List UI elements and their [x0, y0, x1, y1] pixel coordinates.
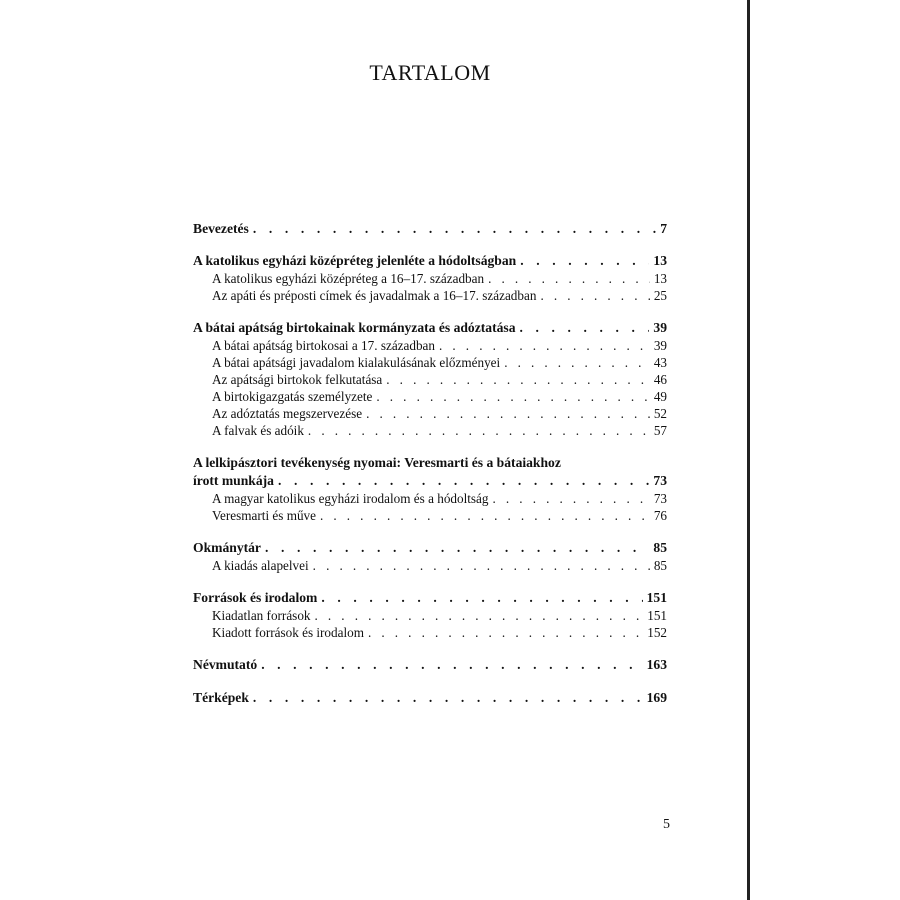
dot-leader — [253, 689, 643, 707]
scan-margin — [750, 0, 900, 900]
toc-heading-label: Névmutató — [193, 657, 258, 672]
page-title: TARTALOM — [369, 60, 491, 85]
dot-leader — [520, 252, 649, 270]
dot-leader — [488, 270, 650, 287]
dot-leader — [253, 220, 656, 238]
toc-section-forrasok — [193, 589, 667, 641]
toc-heading-page: 151 — [646, 590, 667, 605]
toc-section-kozepreteg — [193, 252, 667, 304]
toc-heading-page: 85 — [653, 540, 667, 555]
toc-heading[interactable] — [193, 656, 667, 674]
dot-leader — [439, 337, 650, 354]
dot-leader — [366, 405, 650, 422]
toc-heading[interactable] — [193, 472, 667, 490]
toc-item[interactable] — [193, 270, 667, 287]
dot-leader — [504, 354, 650, 371]
toc-heading[interactable] — [193, 689, 667, 707]
toc-section-lelkipasztori — [193, 454, 667, 524]
dot-leader — [278, 472, 649, 490]
toc-item[interactable] — [193, 607, 667, 624]
toc-heading-label: A bátai apátság birtokainak kormányzata és adóztatása — [193, 320, 516, 335]
toc-heading-line1[interactable]: A lelkipásztori tevékenység nyomai: Veresmarti és a bátaiakhoz — [193, 455, 561, 470]
toc-item-page: 73 — [653, 491, 667, 506]
toc-heading-page: 13 — [653, 253, 667, 268]
toc-item-label: A bátai apátsági javadalom kialakulásának előzményei — [212, 355, 501, 370]
toc-heading-label: írott munkája — [193, 473, 274, 488]
toc-item-label: Veresmarti és műve — [212, 508, 316, 523]
toc-item-label: A kiadás alapelvei — [212, 558, 309, 573]
toc-heading-page: 39 — [653, 320, 667, 335]
toc-section-batai-apatsag — [193, 319, 667, 439]
toc-item-label: A katolikus egyházi középréteg a 16–17. században — [212, 271, 485, 286]
toc-heading-label: Térképek — [193, 690, 249, 705]
toc-item-label: Kiadatlan források — [212, 608, 311, 623]
toc-item-label: A magyar katolikus egyházi irodalom és a hódoltság — [212, 491, 489, 506]
toc-item-page: 39 — [653, 338, 667, 353]
toc-heading-label: Források és irodalom — [193, 590, 318, 605]
toc-heading-label: A katolikus egyházi középréteg jelenléte a hódoltságban — [193, 253, 517, 268]
toc-heading[interactable] — [193, 539, 667, 557]
toc-item-page: 151 — [647, 608, 667, 623]
toc-item-label: Az adóztatás megszervezése — [212, 406, 363, 421]
toc-heading-page: 73 — [653, 473, 667, 488]
toc-item[interactable] — [193, 557, 667, 574]
dot-leader — [520, 319, 650, 337]
dot-leader — [386, 371, 650, 388]
page-number: 5 — [663, 817, 670, 832]
toc-item-label: Az apátsági birtokok felkutatása — [212, 372, 383, 387]
toc-item-label: Az apáti és préposti címek és javadalmak a 16–17. században — [212, 288, 537, 303]
toc-item[interactable] — [193, 624, 667, 641]
toc-item[interactable] — [193, 354, 667, 371]
dot-leader — [320, 507, 650, 524]
toc-item[interactable] — [193, 388, 667, 405]
toc-heading[interactable] — [193, 252, 667, 270]
toc-item[interactable] — [193, 337, 667, 354]
dot-leader — [261, 656, 642, 674]
toc-heading[interactable] — [193, 319, 667, 337]
toc-item-page: 13 — [653, 271, 667, 286]
toc-section-bevezetes — [193, 220, 667, 238]
toc-heading-page: 163 — [646, 657, 667, 672]
toc-heading-label: Okmánytár — [193, 540, 261, 555]
toc-item-label: A falvak és adóik — [212, 423, 304, 438]
toc-item[interactable] — [193, 422, 667, 439]
dot-leader — [315, 607, 644, 624]
toc-section-terkepek — [193, 689, 667, 707]
table-of-contents — [193, 220, 667, 722]
toc-item[interactable] — [193, 490, 667, 507]
toc-item-label: Kiadott források és irodalom — [212, 625, 364, 640]
dot-leader — [321, 589, 642, 607]
dot-leader — [540, 287, 649, 304]
toc-item-page: 76 — [653, 508, 667, 523]
toc-item[interactable] — [193, 507, 667, 524]
toc-heading[interactable] — [193, 220, 667, 238]
toc-item[interactable] — [193, 287, 667, 304]
toc-item-page: 57 — [653, 423, 667, 438]
toc-heading-page: 169 — [646, 690, 667, 705]
toc-item-page: 152 — [647, 625, 667, 640]
toc-item-label: A birtokigazgatás személyzete — [212, 389, 373, 404]
dot-leader — [265, 539, 649, 557]
toc-item-page: 25 — [653, 288, 667, 303]
toc-item[interactable] — [193, 405, 667, 422]
dot-leader — [493, 490, 650, 507]
toc-item-page: 43 — [653, 355, 667, 370]
dot-leader — [313, 557, 650, 574]
toc-item-page: 52 — [653, 406, 667, 421]
dot-leader — [368, 624, 643, 641]
toc-heading[interactable] — [193, 589, 667, 607]
toc-heading-label: Bevezetés — [193, 221, 249, 236]
toc-section-okmanytar — [193, 539, 667, 574]
toc-item-page: 46 — [653, 372, 667, 387]
dot-leader — [308, 422, 650, 439]
toc-item-page: 49 — [653, 389, 667, 404]
toc-section-nevmutato — [193, 656, 667, 674]
toc-item[interactable] — [193, 371, 667, 388]
toc-item-label: A bátai apátság birtokosai a 17. században — [212, 338, 436, 353]
toc-heading-page: 7 — [660, 221, 667, 236]
toc-item-page: 85 — [653, 558, 667, 573]
dot-leader — [376, 388, 649, 405]
